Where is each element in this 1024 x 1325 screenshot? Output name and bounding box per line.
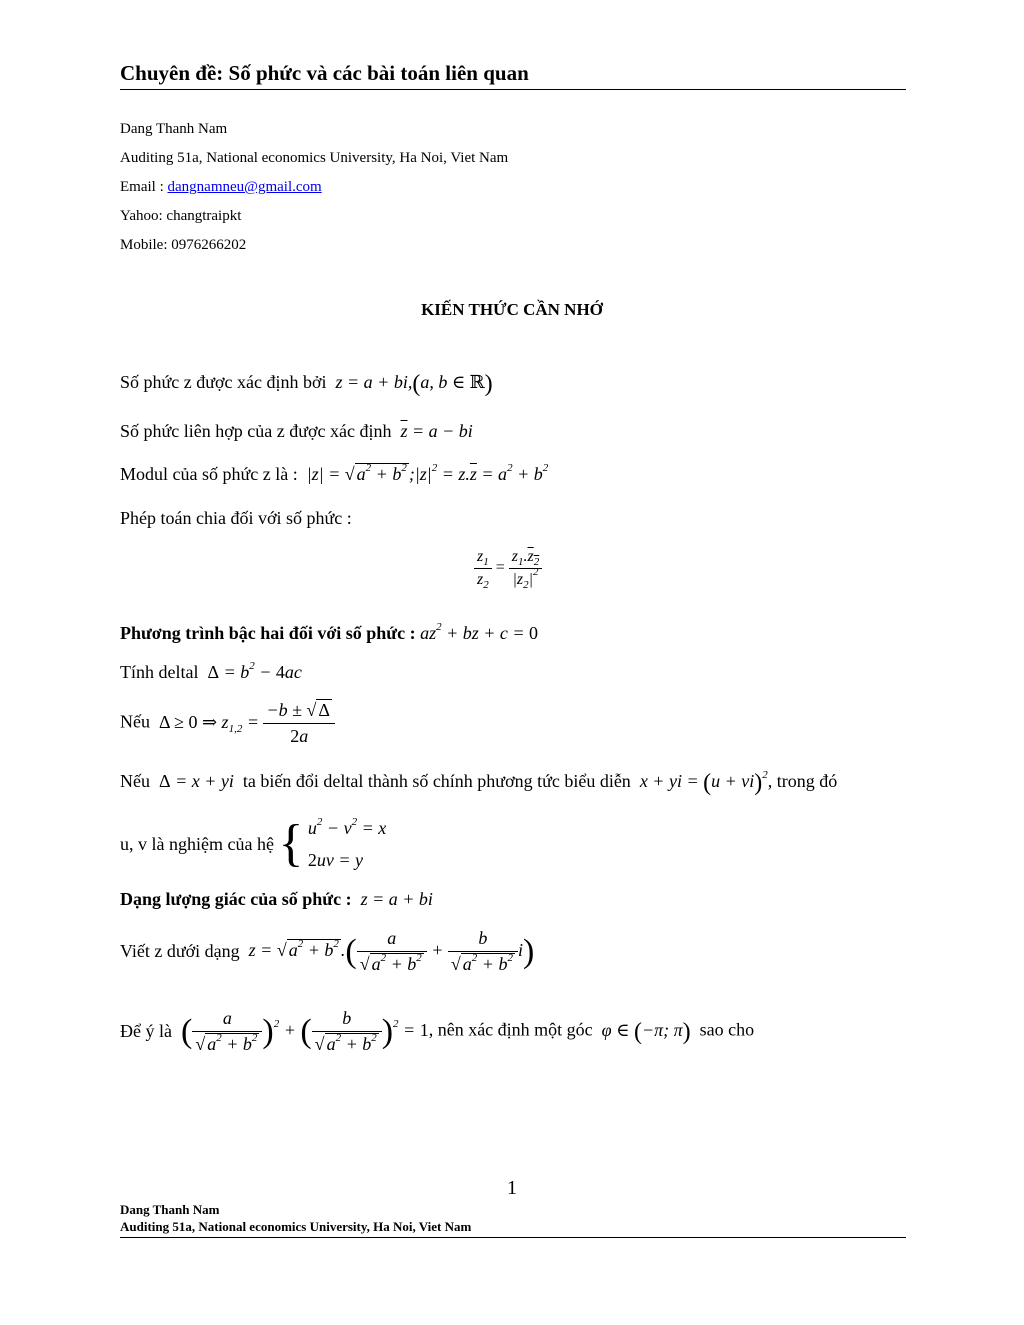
- modulus-formula: |z| = √ $a^2 + b^2$ $;|z|^2 = z.\overline{z} = a^2 + b^2$: [302, 462, 549, 484]
- complex-definition-text: Số phức z được xác định bởi: [120, 372, 327, 393]
- complex-delta-tail: , trong đó: [767, 771, 838, 792]
- system-brace: {: [278, 815, 304, 872]
- page-number: 1: [507, 1177, 517, 1199]
- author-yahoo: Yahoo: changtraipkt: [120, 208, 242, 224]
- quadratic-formula: $az^2$ + bz + c = 0: [420, 621, 539, 643]
- modulus-text: Modul của số phức z là :: [120, 464, 298, 484]
- complex-definition-formula: z = a + bi,(a, b ∈ ℝ): [331, 371, 493, 397]
- complex-delta-text: ta biến đổi deltal thành số chính phương tức biểu diễn: [242, 771, 631, 792]
- trig-form-text: Viết z dưới dạng: [120, 941, 240, 961]
- page-header-title: Chuyên đề: Số phức và các bài toán liên quan: [120, 61, 529, 85]
- identity-formula: ( $\frac{a}{√ a^2 + b^2}$ )$^2$ + ( $\frac{b}{√ a^2 + b^2}$ )$^2$ = 1: [180, 1008, 429, 1054]
- square-formula: x + yi = (u + vi)$^2$: [635, 769, 768, 796]
- quadratic-heading-line: [120, 623, 538, 644]
- trig-heading: Dạng lượng giác của số phức :: [120, 889, 352, 909]
- delta-formula: $\Delta = b^2 - 4ac$: [207, 660, 302, 682]
- section-title: KIẾN THỨC CẦN NHỚ: [421, 300, 603, 319]
- footer-name: Dang Thanh Nam: [120, 1202, 220, 1217]
- trig-form-line: [120, 928, 534, 975]
- trig-form-formula: z = √ $a^2 + b^2$ .( $\frac{a}{√ a^2 + b^2}$ + $\frac{b}{√ a^2 + b^2}$ i): [244, 928, 535, 974]
- system-line: [120, 812, 386, 876]
- author-affiliation: Auditing 51a, National economics University, Ha Noi, Viet Nam: [120, 150, 509, 166]
- author-email-line: [120, 179, 322, 196]
- system-equations: $u^2 - v^2 = x$ 2uv = y: [307, 816, 387, 870]
- quadratic-heading: Phương trình bậc hai đối với số phức :: [120, 623, 416, 643]
- trig-heading-line: [120, 889, 433, 910]
- root-formula: Δ ≥ 0 ⇒ $z_{1,2}$ = $\frac{-b \pm √ \Delta}{2a}$: [155, 712, 335, 732]
- division-line: Phép toán chia đối với số phức :: [120, 508, 352, 528]
- footer-affiliation: Auditing 51a, National economics University, Ha Noi, Viet Nam: [120, 1219, 472, 1234]
- modulus-line: [120, 464, 548, 485]
- delta-line: [120, 662, 302, 683]
- root-condition-text: Nếu: [120, 711, 150, 732]
- division-formula: $\frac{z_1}{z_2}$ = $\frac{z_1.z_2}{|z_2|^2}$: [474, 548, 542, 589]
- header-divider: [120, 89, 906, 90]
- conjugate-formula: $\overline{z} = a$ − bi: [400, 421, 473, 441]
- root-formula-line: [120, 700, 335, 747]
- author-name: Dang Thanh Nam: [120, 121, 228, 137]
- complex-delta-if: Nếu: [120, 771, 150, 792]
- trig-heading-formula: z = a + bi: [356, 889, 433, 909]
- footer-divider: [120, 1237, 906, 1238]
- complex-delta-formula: Δ = x + yi: [159, 771, 239, 792]
- email-link[interactable]: dangnamneu@gmail.com: [167, 179, 322, 195]
- angle-tail: sao cho: [699, 1019, 755, 1040]
- angle-text: , nên xác định một góc: [428, 1019, 593, 1040]
- angle-formula: φ ∈ (−π; π): [597, 1018, 691, 1045]
- email-label: Email :: [120, 179, 164, 195]
- author-mobile: Mobile: 0976266202: [120, 237, 247, 253]
- conjugate-line: [120, 421, 473, 442]
- delta-text: Tính deltal: [120, 662, 199, 682]
- complex-definition-line: [120, 372, 493, 396]
- system-text: u, v là nghiệm của hệ: [120, 833, 274, 854]
- complex-delta-line: [120, 771, 837, 795]
- conjugate-text: Số phức liên hợp của z được xác định: [120, 421, 392, 441]
- angle-note: Để ý là: [120, 1021, 172, 1041]
- angle-line: [120, 1008, 754, 1055]
